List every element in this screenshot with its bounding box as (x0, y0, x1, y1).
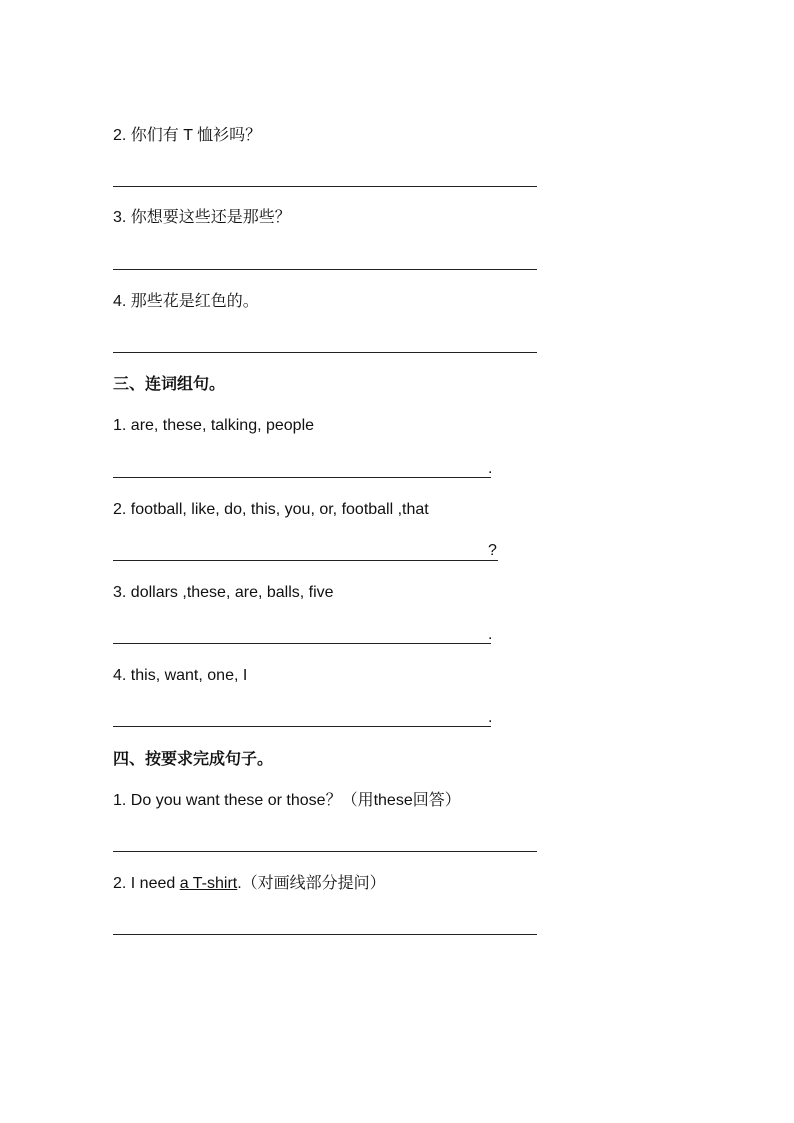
answer-line[interactable] (113, 726, 491, 727)
answer-line[interactable] (113, 352, 537, 353)
answer-line[interactable] (113, 269, 537, 270)
transform-item-1: 1. Do you want these or those？（用these回答） (113, 792, 461, 809)
end-punctuation: . (488, 626, 493, 643)
word-order-item-4: 4. this, want, one, I (113, 667, 248, 684)
item-suffix: .（对画线部分提问） (237, 875, 386, 892)
end-punctuation: . (488, 460, 493, 477)
translation-item-3: 3. 你想要这些还是那些？ (113, 209, 291, 226)
section-heading: 四、按要求完成句子。 (113, 751, 274, 768)
transform-item-2 (113, 874, 386, 894)
answer-line[interactable] (113, 851, 537, 852)
end-punctuation: ? (488, 542, 497, 559)
word-order-item-3: 3. dollars ,these, are, balls, five (113, 584, 334, 601)
item-prefix: 2. I need (113, 875, 180, 892)
word-order-item-1: 1. are, these, talking, people (113, 417, 315, 434)
answer-line[interactable] (113, 186, 537, 187)
underlined-phrase: a T-shirt (179, 875, 238, 892)
section-heading: 三、连词组句。 (113, 376, 226, 393)
answer-line[interactable] (113, 560, 498, 561)
answer-line[interactable] (113, 643, 491, 644)
word-order-item-2: 2. football, like, do, this, you, or, football ,that (113, 501, 429, 518)
answer-line[interactable] (113, 477, 491, 478)
answer-line[interactable] (113, 934, 537, 935)
translation-item-2: 2. 你们有 T 恤衫吗？ (113, 127, 262, 144)
translation-item-4: 4. 那些花是红色的。 (113, 293, 259, 310)
end-punctuation: . (488, 709, 493, 726)
